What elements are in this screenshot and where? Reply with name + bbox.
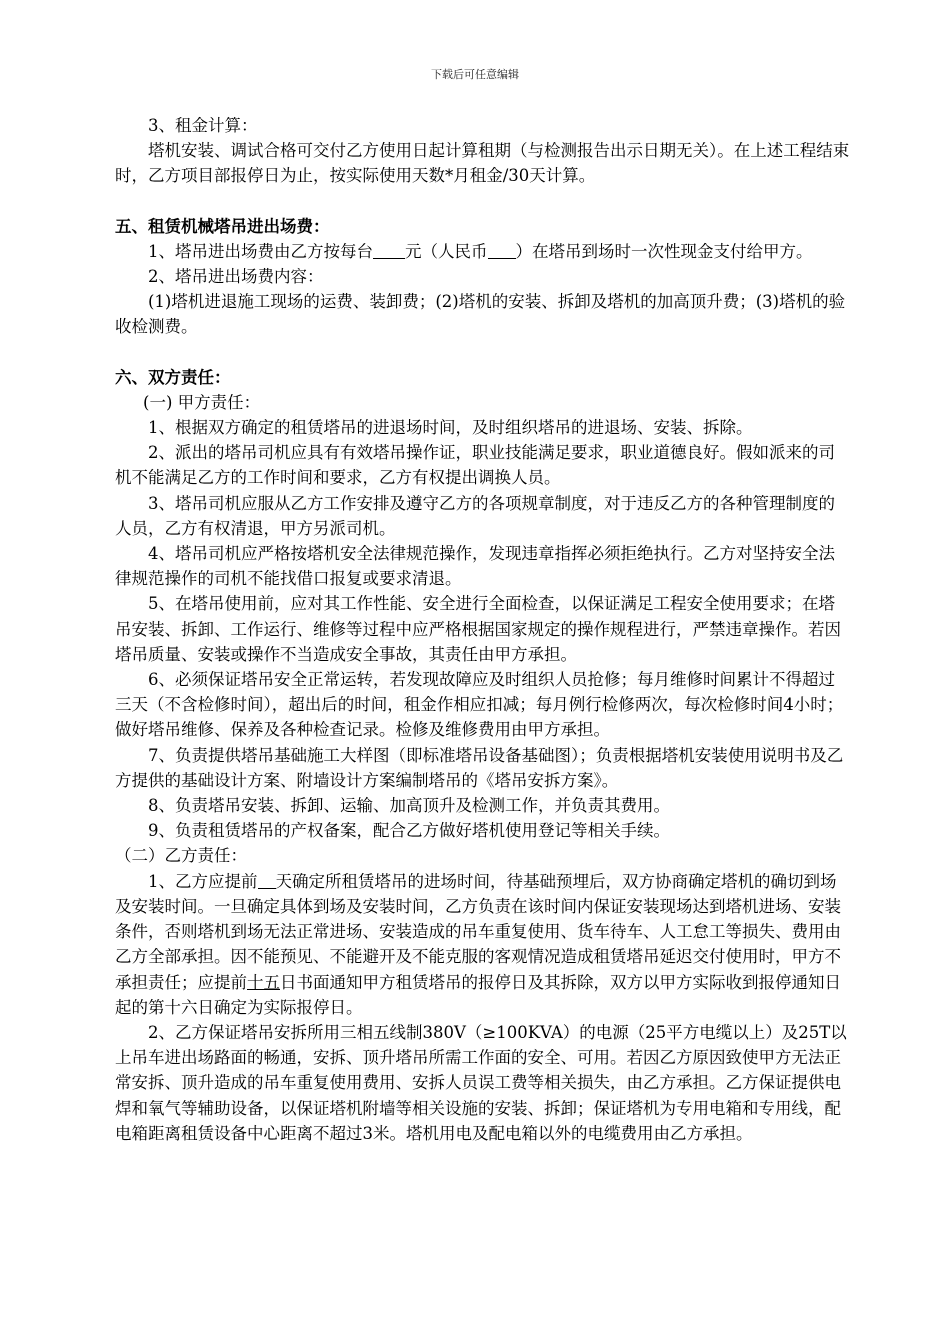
party-a-item-4: 4、塔吊司机应严格按塔机安全法律规范操作，发现违章指挥必须拒绝执行。乙方对坚持安全法律规范操作的司机不能找借口报复或要求清退。 [115, 544, 835, 589]
document-body [115, 113, 850, 1146]
party-a-item-8: 8、负责塔吊安装、拆卸、运输、加高顶升及检测工作，并负责其费用。 [148, 796, 670, 816]
party-a-item-2: 2、派出的塔吊司机应具有有效塔吊操作证，职业技能满足要求，职业道德良好。假如派来的司机不能满足乙方的工作时间和要求，乙方有权提出调换人员。 [115, 443, 835, 488]
party-b-heading: （二）乙方责任： [115, 846, 247, 866]
page-header: 下载后可任意编辑 [431, 68, 519, 81]
section5-para2: 2、塔吊进出场费内容： [148, 267, 324, 287]
party-a-item-9: 9、负责租赁塔吊的产权备案，配合乙方做好塔机使用登记等相关手续。 [148, 821, 670, 841]
party-a-item-3: 3、塔吊司机应服从乙方工作安排及遵守乙方的各项规章制度，对于违反乙方的各种管理制度的人员，乙方有权清退，甲方另派司机。 [115, 493, 835, 538]
party-a-item-1: 1、根据双方确定的租赁塔吊的进退场时间，及时组织塔吊的进退场、安装、拆除。 [148, 418, 753, 438]
rent-title: 3、租金计算： [148, 116, 258, 135]
party-a-heading: (一) 甲方责任： [143, 392, 261, 412]
section5-para3: (1)塔机进退施工现场的运费、装卸费；(2)塔机的安装、拆卸及塔机的加高顶升费；(3)塔机的验收检测费。 [115, 292, 846, 337]
rent-body: 塔机安装、调试合格可交付乙方使用日起计算租期（与检测报告出示日期无关）。在上述工程结束时，乙方项目部报停日为止，按实际使用天数*月租金/30天计算。 [115, 141, 850, 186]
rmb-blank [488, 243, 516, 259]
party-b-item-1: 1、乙方应提前 天确定所租赁塔吊的进场时间，待基础预埋后，双方协商确定塔机的确切到场及安装时间。一旦确定具体到场及安装时间，乙方负责在该时间内保证安装现场达到塔机进场、安装条件，否则塔机到场无法正常进场、安装造成的吊车重复使用、货车待车、人工怠工等损失、费用由乙方全部承担。因不能预见、不能避开及不能克服的客观情况造成租赁塔吊延迟交付使用时，甲方不承担责任；应提前十五日书面通知甲方租赁塔吊的报停日及其拆除，双方以甲方实际收到报停通知日起的第十六日确定为实际报停日。 [115, 871, 841, 1017]
party-a-item-6: 6、必须保证塔吊安全正常运转，若发现故障应及时组织人员抢修；每月维修时间累计不得超过三天（不含检修时间），超出后的时间，租金作相应扣减；每月例行检修两次，每次检修时间4小时；做好塔吊维修、保养及各种检查记录。检修及维修费用由甲方承担。 [115, 670, 844, 740]
section6-heading: 六、双方责任： [115, 367, 231, 387]
section5-heading: 五、租赁机械塔吊进出场费： [115, 216, 330, 236]
amount-blank [373, 243, 405, 259]
section5-para1: 1、塔吊进出场费由乙方按每台 元（人民币 ）在塔吊到场时一次性现金支付给甲方。 [148, 241, 813, 261]
party-a-item-7: 7、负责提供塔吊基础施工大样图（即标准塔吊设备基础图）；负责根据塔机安装使用说明书及乙方提供的基础设计方案、附墙设计方案编制塔吊的《塔吊安拆方案》。 [115, 745, 844, 790]
days-blank [258, 873, 276, 889]
party-b-item-2: 2、乙方保证塔吊安拆所用三相五线制380V（≥100KVA）的电源（25平方电缆以上）及25T以上吊车进出场路面的畅通，安拆、顶升塔吊所需工作面的安全、可用。若因乙方原因致使甲方无法正常安拆、顶升造成的吊车重复使用费用、安拆人员误工费等相关损失，由乙方承担。乙方保证提供电焊和氧气等辅助设备，以保证塔机附墙等相关设施的安装、拆卸；保证塔机为专用电箱和专用线，配电箱距离租赁设备中心距离不超过3米。塔机用电及配电箱以外的电缆费用由乙方承担。 [115, 1022, 847, 1143]
party-a-item-5: 5、在塔吊使用前，应对其工作性能、安全进行全面检查，以保证满足工程安全使用要求；在塔吊安装、拆卸、工作运行、维修等过程中应严格根据国家规定的操作规程进行，严禁违章操作。若因塔吊质量、安装或操作不当造成安全事故，其责任由甲方承担。 [115, 594, 841, 664]
